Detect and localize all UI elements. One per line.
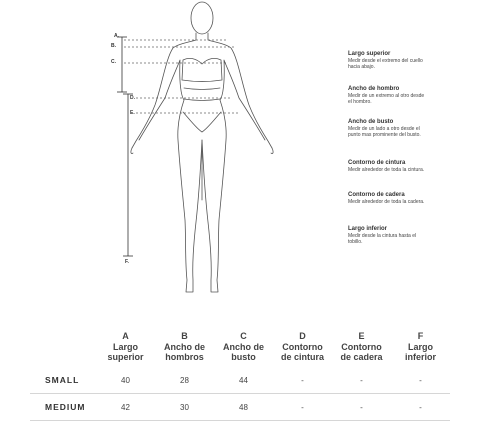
marker-a: A. bbox=[114, 33, 119, 39]
marker-f: F. bbox=[125, 259, 129, 265]
column-letter: F bbox=[417, 331, 424, 341]
column-name-line1: Largo bbox=[112, 342, 138, 352]
marker-b: B. bbox=[111, 43, 116, 49]
table-cell: - bbox=[273, 394, 332, 421]
table-cell: 44 bbox=[214, 367, 273, 394]
column-name-line2: busto bbox=[231, 352, 256, 362]
column-name-line1: Largo bbox=[407, 342, 433, 352]
size-table bbox=[30, 331, 450, 421]
marker-c: C. bbox=[111, 59, 116, 65]
figure-briefs bbox=[183, 88, 221, 132]
legend-desc: Medir desde la cintura hasta el tobillo. bbox=[348, 233, 417, 245]
column-header bbox=[332, 331, 391, 367]
table-cell: - bbox=[391, 394, 450, 421]
table-row-small bbox=[30, 367, 450, 394]
table-header-row bbox=[30, 331, 450, 367]
column-name-line2: hombros bbox=[165, 352, 204, 362]
column-header bbox=[273, 331, 332, 367]
column-name-line1: Ancho de bbox=[222, 342, 264, 352]
column-name-line1: Contorno bbox=[341, 342, 382, 352]
legend-item-d bbox=[348, 160, 428, 173]
table-cell: - bbox=[332, 394, 391, 421]
column-name-line2: de cadera bbox=[340, 352, 383, 362]
column-letter: A bbox=[122, 331, 129, 341]
table-cell: 42 bbox=[96, 394, 155, 421]
column-letter: C bbox=[240, 331, 247, 341]
size-label: MEDIUM bbox=[30, 394, 96, 421]
legend-item-a bbox=[348, 51, 428, 70]
table-cell: - bbox=[273, 367, 332, 394]
table-row-medium bbox=[30, 394, 450, 421]
table-cell: - bbox=[391, 367, 450, 394]
size-label: SMALL bbox=[30, 367, 96, 394]
legend-item-e bbox=[348, 192, 428, 205]
table-cell: - bbox=[332, 367, 391, 394]
legend-desc: Medir desde el extremo del cuello hacia abajo. bbox=[348, 58, 423, 70]
legend-desc: Medir alrededor de toda la cadera. bbox=[348, 199, 425, 205]
column-name-line1: Ancho de bbox=[163, 342, 205, 352]
legend-title: Ancho de hombro bbox=[348, 86, 400, 92]
column-letter: E bbox=[358, 331, 365, 341]
marker-d: D. bbox=[130, 95, 135, 101]
column-letter: B bbox=[181, 331, 188, 341]
header-blank bbox=[30, 331, 96, 367]
legend-desc: Medir alrededor de toda la cintura. bbox=[348, 167, 425, 173]
column-header bbox=[155, 331, 214, 367]
column-letter: D bbox=[299, 331, 306, 341]
table-cell: 48 bbox=[214, 394, 273, 421]
legend-title: Largo superior bbox=[348, 51, 391, 57]
legend-title: Contorno de cadera bbox=[348, 192, 405, 198]
table-cell: 28 bbox=[155, 367, 214, 394]
table-cell: 30 bbox=[155, 394, 214, 421]
legend-item-b bbox=[348, 86, 428, 105]
legend-item-c bbox=[348, 119, 428, 138]
legend-title: Ancho de busto bbox=[348, 119, 394, 125]
figure-top bbox=[182, 58, 222, 81]
table-cell: 40 bbox=[96, 367, 155, 394]
column-header bbox=[214, 331, 273, 367]
column-header bbox=[96, 331, 155, 367]
column-name-line2: superior bbox=[107, 352, 144, 362]
column-name-line1: Contorno bbox=[282, 342, 323, 352]
legend-desc: Medir de un lado a otro desde el punto mas prominente del busto. bbox=[348, 126, 421, 138]
legend-item-f bbox=[348, 226, 428, 245]
figure-head bbox=[191, 2, 213, 34]
marker-e: E. bbox=[130, 110, 135, 116]
column-name-line2: de cintura bbox=[280, 352, 324, 362]
legend-title: Largo inferior bbox=[348, 226, 388, 232]
legend-title: Contorno de cintura bbox=[348, 160, 406, 166]
column-name-line2: inferior bbox=[404, 352, 436, 362]
legend-desc: Medir de un extremo al otro desde el hombro. bbox=[348, 93, 425, 105]
column-header bbox=[391, 331, 450, 367]
